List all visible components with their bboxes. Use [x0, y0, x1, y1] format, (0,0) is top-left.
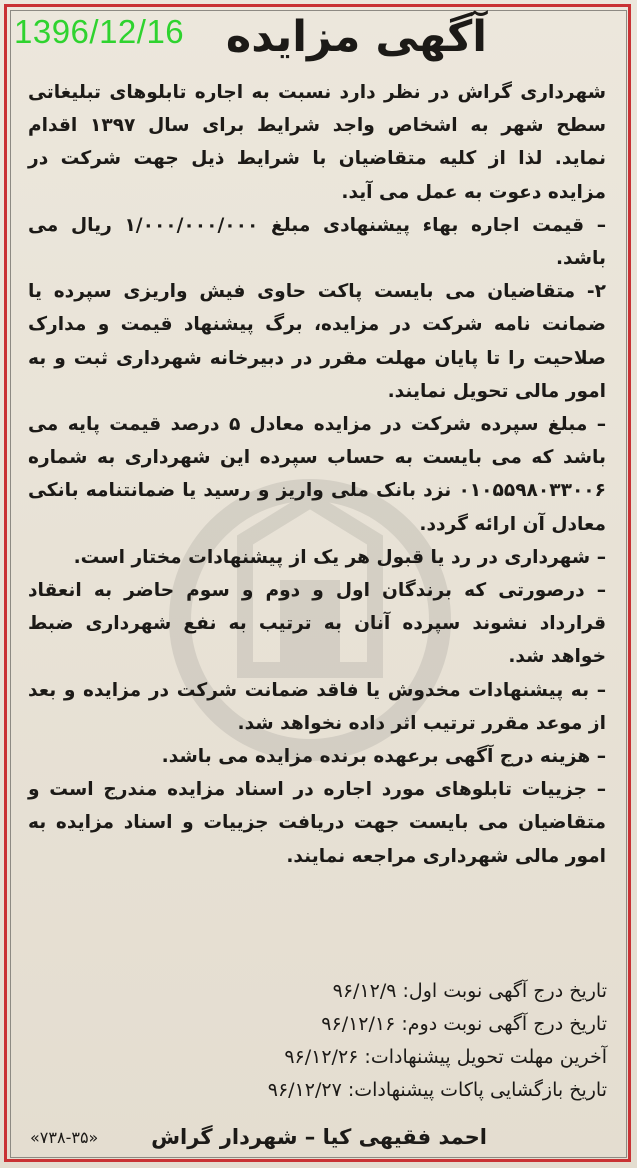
notice-paragraph: – درصورتی که برندگان اول و دوم و سوم حاضر به انعقاد قرارداد نشوند سپرده آنان به ترتیب به نفع شهرداری ضبط خواهد شد. — [28, 580, 606, 668]
date-line-first-publication: تاریخ درج آگهی نوبت اول: ۹۶/۱۲/۹ — [332, 980, 607, 1002]
notice-paragraph: – مبلغ سپرده شرکت در مزایده معادل ۵ درصد قیمت پایه می باشد که می بایست به حساب سپرده این شهرداری به شماره ۰۱۰۵۵۹۸۰۳۳۰۰۶ نزد بانک ملی واریز و رسید یا ضمانتنامه بانکی معادل آن ارائه گردد. — [28, 414, 607, 535]
date-line-second-publication: تاریخ درج آگهی نوبت دوم: ۹۶/۱۲/۱۶ — [321, 1013, 607, 1035]
date-stamp: 1396/12/16 — [14, 13, 185, 50]
notice-paragraph: – به پیشنهادات مخدوش یا فاقد ضمانت شرکت در مزایده و بعد از موعد مقرر ترتیب اثر داده نخواهد شد. — [28, 679, 606, 734]
notice-title: آگهی مزایده — [225, 12, 487, 62]
notice-body — [28, 76, 606, 873]
date-line-submission-deadline: آخرین مهلت تحویل پیشنهادات: ۹۶/۱۲/۲۶ — [284, 1046, 607, 1068]
signature-line: احمد فقیهی کیا – شهردار گراش — [151, 1125, 487, 1149]
notice-paragraph: – هزینه درج آگهی برعهده برنده مزایده می باشد. — [161, 746, 606, 768]
ad-code: «۷۳۸-۳۵» — [30, 1128, 99, 1147]
notice-paragraph: – شهرداری در رد یا قبول هر یک از پیشنهادات مختار است. — [73, 546, 606, 568]
notice-paragraph: شهرداری گراش در نظر دارد نسبت به اجاره تابلوهای تبلیغاتی سطح شهر به اشخاص واجد شرایط برای سال ۱۳۹۷ اقدام نماید. لذا از کلیه متقاضیان با شرایط ذیل جهت شرکت در مزایده دعوت به عمل می آید. — [28, 82, 606, 203]
notice-paragraph: ۲- متقاضیان می بایست پاکت حاوی فیش واریزی سپرده یا ضمانت نامه شرکت در مزایده، برگ پیشنهاد قیمت و مدارک صلاحیت را تا پایان مهلت مقرر در دبیرخانه شهرداری ثبت و به امور مالی تحویل نمایند. — [28, 281, 606, 402]
date-line-opening: تاریخ بازگشایی پاکات پیشنهادات: ۹۶/۱۲/۲۷ — [267, 1079, 607, 1101]
notice-paragraph: – قیمت اجاره بهاء پیشنهادی مبلغ ۱/۰۰۰/۰۰۰/۰۰۰ ریال می باشد. — [28, 214, 606, 270]
notice-dates — [47, 975, 607, 1107]
notice-paragraph: – جزییات تابلوهای مورد اجاره در اسناد مزایده مندرج است و متقاضیان می بایست جهت دریافت جزییات و اسناد مزایده به امور مالی شهرداری مراجعه نمایند. — [28, 779, 606, 867]
